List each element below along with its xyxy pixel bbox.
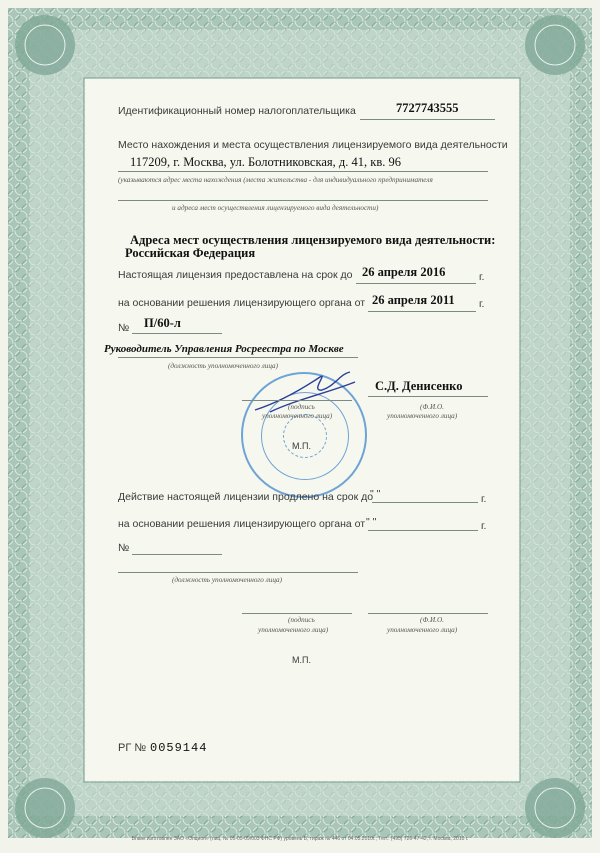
decision2-quotes: " " — [366, 516, 377, 528]
fio2-hint-2: уполномоченного лица) — [387, 626, 458, 634]
official-position: Руководитель Управления Росреестра по Москве — [104, 343, 344, 355]
official-name: С.Д. Денисенко — [375, 379, 463, 393]
seal-label-2: М.П. — [292, 655, 311, 665]
term-year-suffix: г. — [479, 271, 485, 283]
signature2-hint-2: уполномоченного лица) — [258, 626, 329, 634]
extension-year-suffix: г. — [481, 493, 487, 505]
inn-value: 7727743555 — [396, 101, 459, 115]
location-label: Место нахождения и места осуществления лицензируемого вида деятельности — [118, 139, 508, 151]
position-hint: (должность уполномоченного лица) — [168, 362, 279, 370]
number-value: П/60-л — [144, 316, 181, 330]
term-value: 26 апреля 2016 — [362, 265, 446, 279]
fio2-hint-1: (Ф.И.О. — [420, 616, 444, 624]
serial-value: 0059144 — [150, 741, 208, 755]
location-hint-2: и адреса мест осуществления лицензируемого вида деятельности) — [172, 204, 379, 212]
decision2-label: на основании решения лицензирующего органа от — [118, 518, 366, 530]
location-hint-1: (указываются адрес места нахождения (места жительства - для индивидуального предпринимателя — [118, 176, 433, 184]
number-label: № — [118, 322, 130, 334]
footer-print-info: Бланк изготовлен ЗАО «Опцион» (лиц. № 05-05-09/003 ФНС РФ) уровень Б, тираж № 446 от 04.05.2010г., Тел.: (495) 726-47-42, г. Москва, 2010 г. — [131, 836, 469, 842]
position-hint-2: (должность уполномоченного лица) — [172, 576, 283, 584]
number2-label: № — [118, 542, 130, 554]
signature-hint-2: уполномоченного лица) — [262, 412, 333, 420]
inn-label: Идентификационный номер налогоплательщика — [118, 105, 356, 117]
decision-label: на основании решения лицензирующего органа от — [118, 297, 366, 309]
seal-label: М.П. — [292, 441, 311, 451]
extension-quotes: " " — [370, 488, 381, 500]
address-title: Адреса мест осуществления лицензируемого вида деятельности: — [130, 233, 496, 247]
signature-hint-1: (подпись — [288, 403, 315, 411]
location-value: 117209, г. Москва, ул. Болотниковская, д. 41, кв. 96 — [130, 155, 401, 169]
decision2-year-suffix: г. — [481, 520, 487, 532]
address-value: Российская Федерация — [125, 246, 256, 260]
fio-hint-1: (Ф.И.О. — [420, 403, 444, 411]
extension-label: Действие настоящей лицензии продлено на срок до — [118, 491, 374, 503]
term-label: Настоящая лицензия предоставлена на срок до — [118, 269, 353, 281]
fio-hint-2: уполномоченного лица) — [387, 412, 458, 420]
signature2-hint-1: (подпись — [288, 616, 315, 624]
serial-label: РГ № — [118, 742, 147, 754]
decision-value: 26 апреля 2011 — [372, 293, 455, 307]
decision-year-suffix: г. — [479, 298, 485, 310]
